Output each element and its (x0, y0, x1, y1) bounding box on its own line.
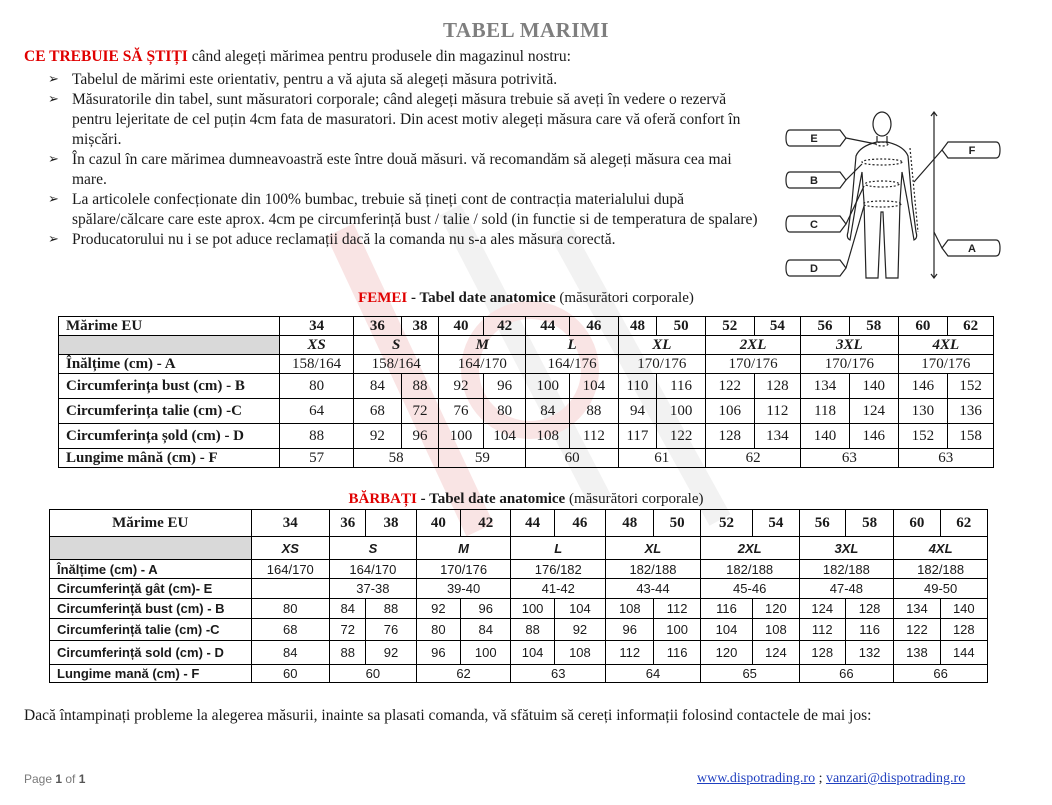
table-row: Mărime EU 34 36 38 40 42 44 46 48 50 52 54 56 58 60 62 (50, 510, 988, 537)
body-measurement-figure (782, 92, 1004, 284)
page-number: Page 1 of 1 (24, 772, 86, 786)
table-row: Lungime mână (cm) - F 57 58 59 60 61 62 63 63 (59, 449, 994, 468)
list-item: ➢ Măsuratorile din tabel, sunt măsuratori corporale; când alegeți măsura trebuie să aveți în vedere o rezervă pentru lejeritate de cel puțin 4cm fata de masuratori. Din acest motiv alegeți măsura care vă oferă confort în mișcări. (48, 91, 741, 148)
website-link[interactable]: www.dispotrading.ro (697, 771, 816, 786)
table-row: Lungime mană (cm) - F 60 60 62 63 64 65 66 66 (50, 665, 988, 683)
intro-text: când alegeți mărimea pentru produsele din magazinul nostru: (187, 48, 571, 65)
table-row: Circumferință talie (cm) -C 68 72 76 80 84 88 92 96 100 104 108 112 116 122 128 (50, 619, 988, 641)
list-item: ➢ Tabelul de mărimi este orientativ, pentru a vă ajuta să alegeți măsura potrivită. (48, 71, 558, 88)
table-row: Circumferința șold (cm) - D 88 92 96 100 104 108 112 117 122 128 134 140 146 152 158 (59, 424, 994, 449)
label-c: C (810, 219, 818, 231)
list-item: ➢ În cazul în care mărimea dumneavoastră este între două măsuri. vă recomandăm să alegeți măsura cea mai mare. (48, 151, 732, 188)
women-size-table (58, 316, 994, 468)
list-item: ➢ La articolele confecționate din 100% bumbac, trebuie să țineți cont de contracția materialului după spălare/călcare care este aprox. 4cm pe circumferință bust / talie / sold (in functie si de temperatura de spalare) (48, 191, 758, 228)
label-f: F (968, 145, 976, 157)
table-row: Circumferința talie (cm) -C 64 68 72 76 80 84 88 94 100 106 112 118 124 130 136 (59, 399, 994, 424)
arrow-bullet-icon: ➢ (48, 152, 59, 167)
intro-line (24, 48, 571, 66)
men-size-table (49, 509, 988, 683)
contact-note: Dacă întampinați probleme la alegerea măsurii, inainte sa plasati comanda, vă sfătuim să cereți informații folosind contactele de mai jos: (24, 707, 872, 724)
page-title: TABEL MARIMI (442, 18, 610, 42)
guidance-list (48, 70, 768, 250)
women-table-caption: FEMEI - Tabel date anatomice (măsurători corporale) (358, 290, 694, 306)
men-table-caption: BĂRBAȚI - Tabel date anatomice (măsurători corporale) (348, 491, 704, 507)
table-row: Circumferință sold (cm) - D 84 88 92 96 100 104 108 112 116 120 124 128 132 138 144 (50, 641, 988, 665)
label-d: D (810, 263, 818, 275)
arrow-bullet-icon: ➢ (48, 192, 59, 207)
list-item: ➢ Producatorului nu i se pot aduce reclamații dacă la comanda nu s-a ales măsura corectă. (48, 231, 616, 248)
table-row: Înălțime (cm) - A 158/164 158/164 164/170 164/176 170/176 170/176 170/176 170/176 (59, 355, 994, 374)
label-a: A (968, 243, 976, 255)
contact-links: www.dispotrading.ro ; vanzari@dispotrading.ro (697, 771, 966, 786)
intro-highlight: CE TREBUIE SĂ ȘTIȚI (24, 48, 188, 65)
table-row: Înălțime (cm) - A 164/170 164/170 170/176 176/182 182/188 182/188 182/188 182/188 (50, 560, 988, 579)
label-e: E (810, 133, 818, 145)
table-row: XS S M L XL 2XL 3XL 4XL (50, 537, 988, 560)
arrow-bullet-icon: ➢ (48, 232, 59, 247)
arrow-bullet-icon: ➢ (48, 92, 59, 107)
table-row: XS S M L XL 2XL 3XL 4XL (59, 336, 994, 355)
table-row: Circumferința bust (cm) - B 80 84 88 92 96 100 104 110 116 122 128 134 140 146 152 (59, 374, 994, 399)
email-link[interactable]: vanzari@dispotrading.ro (825, 771, 966, 786)
table-row: Mărime EU 34 36 38 40 42 44 46 48 50 52 54 56 58 60 62 (59, 317, 994, 336)
table-row: Circumferință bust (cm) - B 80 84 88 92 96 100 104 108 112 116 120 124 128 134 140 (50, 599, 988, 619)
table-row: Circumferință gât (cm)- E 37-38 39-40 41-42 43-44 45-46 47-48 49-50 (50, 579, 988, 599)
label-b: B (810, 175, 818, 187)
arrow-bullet-icon: ➢ (48, 72, 59, 87)
